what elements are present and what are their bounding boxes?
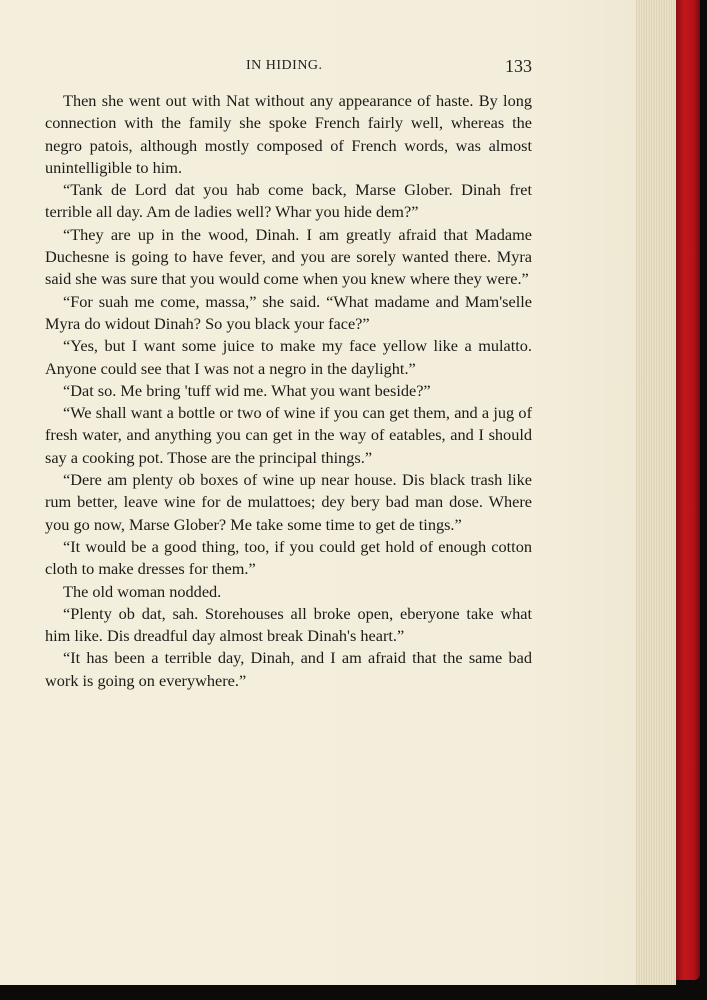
page-number: 133 bbox=[505, 56, 532, 76]
paragraph: “Dere am plenty ob boxes of wine up near house. Dis black trash like rum better, leave wine for de mulattoes; dey bery bad man dose. Where you go now, Marse Glober? Me take some time to get de tings.” bbox=[45, 470, 532, 534]
paragraph: “For suah me come, massa,” she said. “What madame and Mam'selle Myra do widout Dinah? So you black your face?” bbox=[45, 291, 532, 333]
red-book-edge bbox=[676, 0, 700, 980]
paragraph: The old woman nodded. bbox=[63, 581, 222, 601]
paragraph: “They are up in the wood, Dinah. I am greatly afraid that Madame Duchesne is going to have fever, and you are sorely wanted there. Myra said she was sure that you would come when you knew where they were.” bbox=[45, 224, 532, 289]
paragraph: “We shall want a bottle or two of wine if you can get them, and a jug of fresh water, and anything you can get in the way of eatables, and I should say a cooking pot. Those are the principal things.” bbox=[45, 403, 532, 467]
paragraph: Then she went out with Nat without any appearance of haste. By long connection with the family she spoke French fairly well, whereas the negro patois, although mostly composed of French words, was almost unintelligible to him. bbox=[45, 91, 532, 177]
paragraph: “It would be a good thing, too, if you could get hold of enough cotton cloth to make dresses for them.” bbox=[45, 536, 532, 579]
page-edges bbox=[636, 0, 676, 985]
paragraph: “Dat so. Me bring 'tuff wid me. What you want beside?” bbox=[63, 380, 431, 400]
paragraph: “It has been a terrible day, Dinah, and I am afraid that the same bad work is going on everywhere.” bbox=[45, 648, 532, 690]
body-text bbox=[45, 90, 532, 692]
paragraph: “Yes, but I want some juice to make my face yellow like a mulatto. Anyone could see that I was not a negro in the daylight.” bbox=[45, 336, 532, 378]
page-header bbox=[0, 58, 707, 80]
running-head: IN HIDING. bbox=[246, 58, 323, 73]
paragraph: “Tank de Lord dat you hab come back, Marse Glober. Dinah fret terrible all day. Am de ladies well? Whar you hide dem?” bbox=[45, 180, 532, 222]
paragraph: “Plenty ob dat, sah. Storehouses all broke open, eberyone take what him like. Dis dreadful day almost break Dinah's heart.” bbox=[45, 603, 532, 646]
